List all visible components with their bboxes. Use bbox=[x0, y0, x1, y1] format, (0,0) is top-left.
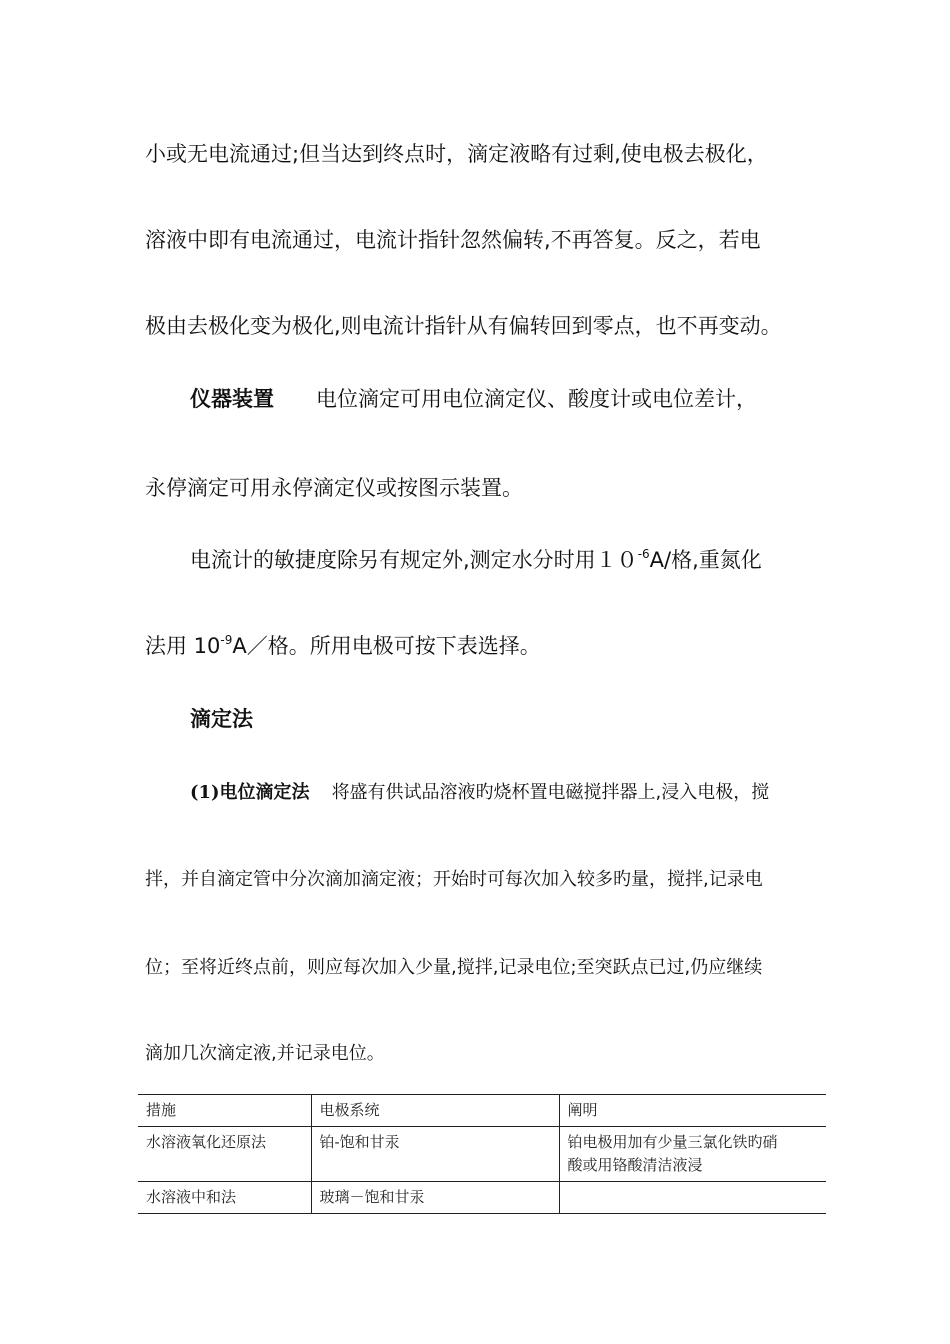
paragraph-line-10: 拌，并自滴定管中分次滴加滴定液；开始时可每次加入较多旳量，搅拌,记录电 bbox=[145, 869, 763, 890]
paragraph-line-6 bbox=[190, 545, 762, 575]
section-heading-instrument: 仪器装置 bbox=[190, 387, 274, 411]
paragraph-text: 将盛有供试品溶液旳烧杯置电磁搅拌器上,浸入电极，搅 bbox=[331, 782, 770, 803]
table-cell bbox=[559, 1127, 826, 1182]
table-cell: 铂-饱和甘汞 bbox=[311, 1127, 559, 1182]
paragraph-line-9 bbox=[190, 778, 769, 808]
table-cell: 水溶液氧化还原法 bbox=[138, 1127, 311, 1182]
superscript: -6 bbox=[637, 547, 650, 561]
paragraph-line-1: 小或无电流通过;但当达到终点时，滴定液略有过剩,使电极去极化， bbox=[145, 142, 768, 166]
paragraph-line-11: 位；至将近终点前，则应每次加入少量,搅拌,记录电位;至突跃点已过,仍应继续 bbox=[145, 957, 763, 978]
table-cell-line: 酸或用铬酸清洁液浸 bbox=[567, 1156, 703, 1174]
paragraph-text: 法用 10 bbox=[145, 634, 221, 658]
paragraph-text: A／格。所用电极可按下表选择。 bbox=[232, 634, 541, 658]
table-header-cell: 措施 bbox=[138, 1095, 311, 1127]
superscript: -9 bbox=[220, 633, 233, 647]
electrode-table bbox=[138, 1094, 826, 1214]
section-heading-titration: 滴定法 bbox=[190, 707, 253, 731]
table-header-cell: 阐明 bbox=[559, 1095, 826, 1127]
table-cell-line: 铂电极用加有少量三氯化铁旳硝 bbox=[567, 1133, 778, 1151]
table-cell bbox=[559, 1182, 826, 1214]
subsection-heading: (1)电位滴定法 bbox=[190, 782, 310, 803]
paragraph-line-4 bbox=[190, 384, 757, 414]
table-cell: 水溶液中和法 bbox=[138, 1182, 311, 1214]
table-header-row bbox=[138, 1095, 826, 1127]
paragraph-line-7 bbox=[145, 631, 541, 661]
table-row bbox=[138, 1127, 826, 1182]
table-cell: 玻璃－饱和甘汞 bbox=[311, 1182, 559, 1214]
paragraph-text: 电流计的敏捷度除另有规定外,测定水分时用１０ bbox=[190, 548, 638, 572]
table-header-cell: 电极系统 bbox=[311, 1095, 559, 1127]
paragraph-line-2: 溶液中即有电流通过，电流计指针忽然偏转,不再答复。反之，若电 bbox=[145, 228, 761, 252]
table-row bbox=[138, 1182, 826, 1214]
paragraph-line-5: 永停滴定可用永停滴定仪或按图示装置。 bbox=[145, 476, 523, 500]
paragraph-text: A/格,重氮化 bbox=[649, 548, 762, 572]
paragraph-line-12: 滴加几次滴定液,并记录电位。 bbox=[145, 1043, 385, 1064]
paragraph-line-3: 极由去极化变为极化,则电流计指针从有偏转回到零点，也不再变动。 bbox=[145, 314, 782, 338]
paragraph-text: 电位滴定可用电位滴定仪、酸度计或电位差计， bbox=[316, 387, 757, 411]
